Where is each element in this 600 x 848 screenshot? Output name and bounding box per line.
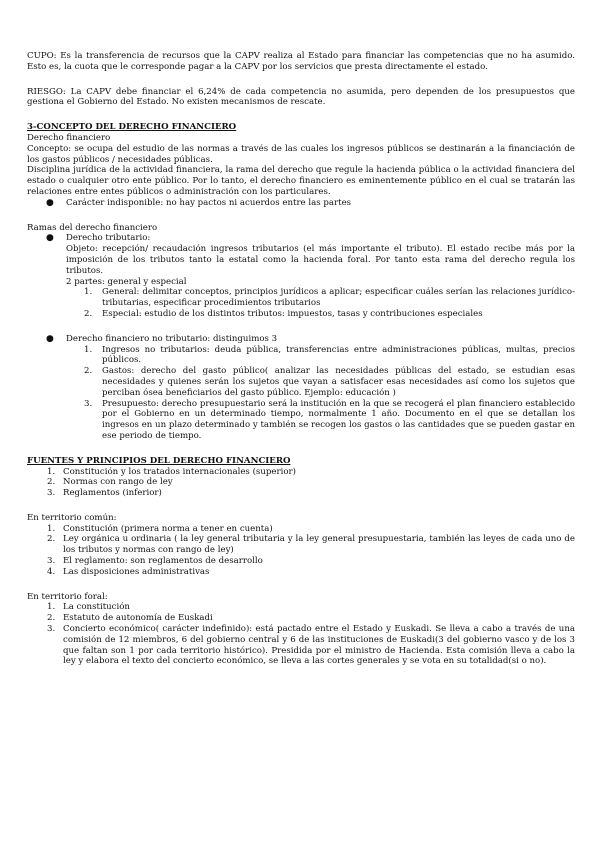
ramas-list	[27, 233, 575, 244]
list-item: 3. Reglamentos (inferior)	[47, 488, 162, 499]
fuentes-heading: FUENTES Y PRINCIPIOS DEL DERECHO FINANCIERO	[27, 455, 291, 466]
bullet-icon: ●	[46, 197, 54, 208]
disciplina-paragraph: Disciplina jurídica de la actividad financiera, la rama del derecho que regule la hacienda pública o la actividad financiera del estado o cualquier otro ente público. Por lo tanto, el derecho financiero es eminentemente público en el cual se tratarán las relaciones entre entes públicos o administración con los particulares.	[27, 165, 575, 197]
partes-paragraph: 2 partes: general y especial	[66, 276, 187, 287]
territorio-comun-list	[27, 524, 575, 578]
list-item: 1. La constitución	[47, 602, 130, 613]
list-item: 1. Constitución (primera norma a tener en cuenta)	[47, 523, 273, 534]
document-content	[27, 51, 575, 667]
list-item: 3. Presupuesto: derecho presupuestario será la institución en la que se recogerá el plan financiero establecido por el Gobierno en un determinado tiempo, normalmente 1 año. Documento en el que se detallan los ingresos en un plazo determinado y también se recogen los gastos o las cantidades que se pueden gastar en ese periodo de tiempo.	[84, 398, 575, 441]
derecho-financiero-subheading: Derecho financiero	[27, 132, 111, 143]
list-item: 2. Normas con rango de ley	[47, 477, 173, 488]
caracter-list	[27, 198, 575, 209]
bullet-icon: ●	[46, 333, 54, 344]
no-tributario-list	[27, 334, 575, 345]
bullet-icon: ●	[46, 233, 54, 244]
list-item: 1. Constitución y los tratados internacionales (superior)	[47, 466, 296, 477]
section-3-heading: 3-CONCEPTO DEL DERECHO FINANCIERO	[27, 122, 237, 133]
cupo-paragraph: CUPO: Es la transferencia de recursos que la CAPV realiza al Estado para financiar las competencias que no ha asumido. Esto es, la cuota que le corresponde pagar a la CAPV por los servicios que presta directamente el estado.	[27, 51, 575, 72]
fuentes-list	[27, 467, 575, 499]
territorio-comun-title: En territorio común:	[27, 512, 117, 523]
list-item: 2. Ley orgánica u ordinaria ( la ley general tributaria y la ley general presupuestaria, también las leyes de cada uno de los tributos y normas con rango de ley)	[47, 534, 575, 556]
concepto-paragraph: Concepto: se ocupa del estudio de las normas a través de las cuales los ingresos públicos se destinarán a la financiación de los gastos públicos / necesidades públicas.	[27, 143, 575, 165]
list-item: 3. Concierto económico( carácter indefinido): está pactado entre el Estado y Euskadi. Se lleva a cabo a través de una comisión de 12 miembros, 6 del gobierno central y 6 de las instituciones de Euskadi(3 del gobierno vasco y de los 3 que faltan son 1 por cada territorio histórico). Presidida por el ministro de Hacienda. Esta comisión lleva a cabo la ley y elabora el texto del concierto económico, se lleva a las cortes generales y se vota en su totalidad(si o no).	[47, 624, 575, 667]
list-item: 2. Gastos: derecho del gasto público( analizar las necesidades públicas del estado, se estudian esas necesidades y quienes serán los sujetos que vayan a satisfacer esas necesidades así como los sujetos que perciban ósea beneficiarios del gasto público. Ejemplo: educación )	[84, 366, 575, 398]
list-item: 1. General: delimitar conceptos, principios jurídicos a aplicar; especificar cuáles serían las relaciones jurídico-tributarias, especificar procedimientos tributarios	[84, 287, 575, 309]
list-item: 4. Las disposiciones administrativas	[47, 566, 210, 577]
tributario-sublist	[27, 287, 575, 319]
list-item-no-tributario: ● Derecho financiero no tributario: distinguimos 3	[46, 333, 278, 344]
no-tributario-sublist	[27, 345, 575, 442]
objeto-paragraph: Objeto: recepción/ recaudación ingresos tributarios (el más importante el tributo). El estado recibe más por la imposición de los tributos tanto la estatal como la hacienda foral. Por tanto esta rama del derecho regula los tributos.	[66, 244, 575, 276]
territorio-foral-list	[27, 602, 575, 667]
list-item: 2. Estatuto de autonomía de Euskadi	[47, 613, 213, 624]
list-item: 3. El reglamento: son reglamentos de desarrollo	[47, 556, 263, 567]
list-item-tributario: ● Derecho tributario:	[46, 233, 151, 244]
list-item: 2. Especial: estudio de los distintos tributos: impuestos, tasas y contribuciones especiales	[84, 308, 483, 319]
list-item: 1. Ingresos no tributarios: deuda pública, transferencias entre administraciones públicas, multas, precios públicos.	[84, 344, 575, 366]
ramas-title: Ramas del derecho financiero	[27, 222, 158, 233]
list-item: ● Carácter indisponible: no hay pactos ni acuerdos entre las partes	[46, 197, 352, 208]
territorio-foral-title: En territorio foral:	[27, 591, 108, 602]
riesgo-paragraph: RIESGO: La CAPV debe financiar el 6,24% de cada competencia no asumida, pero dependen de los presupuestos que gestiona el Gobierno del Estado. No existen mecanismos de rescate.	[27, 86, 575, 108]
